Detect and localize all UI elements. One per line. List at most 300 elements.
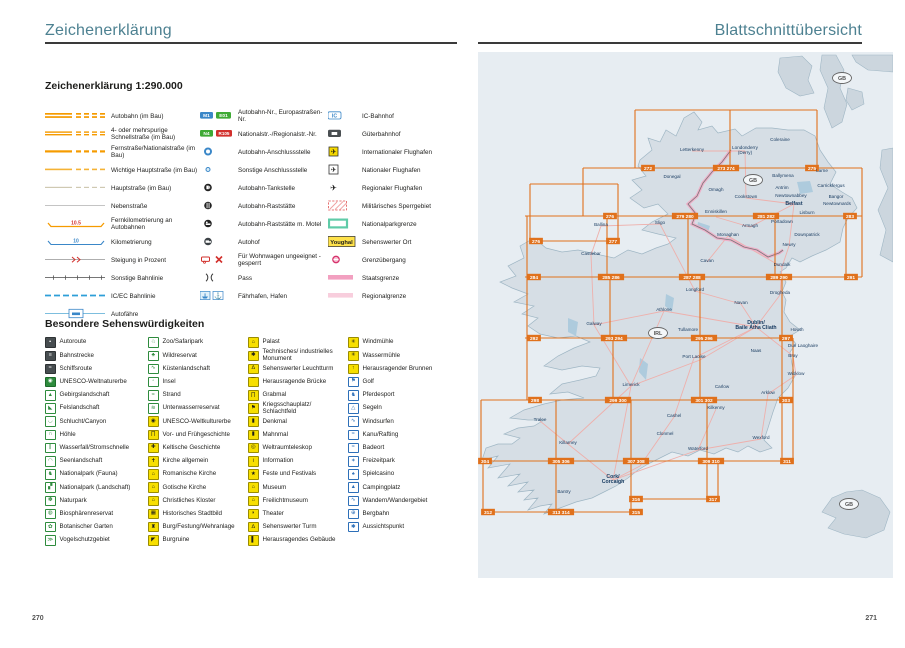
svg-text:291: 291 <box>846 275 856 281</box>
sight-legend-item <box>45 362 145 375</box>
legend-item <box>45 288 203 306</box>
secondary-main-road-symbol <box>45 182 107 193</box>
sight-item-label: Denkmal <box>262 417 287 425</box>
sight-item-label: Keltische Geschichte <box>162 443 221 451</box>
svg-text:299 300: 299 300 <box>609 398 627 404</box>
sight-legend-item <box>248 455 346 468</box>
sheet-number-badge <box>527 335 541 342</box>
romanesque-church-icon: ⌂ <box>148 469 159 480</box>
sight-legend-item <box>45 336 145 349</box>
sight-legend-item <box>148 481 246 494</box>
legend-item <box>45 108 203 126</box>
sheet-number-badge <box>478 458 492 465</box>
autobahn-construction-symbol <box>45 110 107 121</box>
sight-item-label: Felslandschaft <box>59 404 100 412</box>
sheet-number-badge <box>672 213 698 220</box>
sight-item-label: Wassermühle <box>362 351 401 359</box>
sight-legend-item <box>148 468 246 481</box>
city-label: Cavan <box>700 258 714 263</box>
city-label: Enniskillen <box>705 209 727 214</box>
pass-symbol <box>200 272 234 283</box>
city-label: Limerick <box>622 382 640 387</box>
legend-item-label: Wichtige Hauptstraße (im Bau) <box>111 166 198 174</box>
tomb-icon: ∏ <box>248 390 259 401</box>
city-label: Naas <box>750 348 762 353</box>
seaside-resort-icon: ≈ <box>348 443 359 454</box>
waterfall-icon: ∥ <box>45 443 56 454</box>
legend-item <box>45 162 203 180</box>
bridge-icon: ⌒ <box>248 377 259 388</box>
legend-item-label: Regionalgrenze <box>362 292 407 300</box>
casino-icon: ♠ <box>348 469 359 480</box>
svg-text:292: 292 <box>529 336 539 342</box>
svg-text:293 294: 293 294 <box>605 336 623 342</box>
sight-item-label: Küstenlandschaft <box>162 364 210 372</box>
motorway-junction-symbol <box>200 146 234 157</box>
city-label: Londonderry (Derry) <box>732 145 758 155</box>
other-railway-symbol <box>45 272 107 283</box>
legend-item <box>200 270 328 288</box>
sight-legend-item <box>348 389 458 402</box>
viewpoint-icon: ✱ <box>348 522 359 533</box>
sight-item-label: Höhle <box>59 430 76 438</box>
sight-legend-item <box>148 428 246 441</box>
sight-item-label: Herausragender Brunnen <box>362 364 433 372</box>
sight-legend-item <box>148 494 246 507</box>
sight-legend-item <box>248 415 346 428</box>
sight-legend-item <box>148 455 246 468</box>
sheet-number-badge <box>779 397 793 404</box>
city-label: Bangor <box>828 194 844 199</box>
svg-text:IRL: IRL <box>653 331 663 337</box>
national-road-construction-symbol <box>45 146 107 157</box>
legend-item <box>200 108 328 126</box>
sight-item-label: Windmühle <box>362 338 394 346</box>
svg-text:295 296: 295 296 <box>695 336 713 342</box>
legend-item <box>200 144 328 162</box>
ic-station-symbol <box>328 110 358 121</box>
zoo-safari-icon: ♘ <box>148 337 159 348</box>
legend-item-label: Nationaler Flughafen <box>362 166 421 174</box>
svg-text:285 286: 285 286 <box>602 275 620 281</box>
sight-item-label: Freilichtmuseum <box>262 496 308 504</box>
legend-item-label: Internationaler Flughafen <box>362 148 433 156</box>
svg-text:307 308: 307 308 <box>627 459 645 465</box>
legend-column-services <box>200 108 328 306</box>
military-area-symbol <box>328 200 358 211</box>
legend-item-label: Sonstige Bahnlinie <box>111 274 164 282</box>
caravan-restricted-symbol <box>200 254 234 265</box>
sight-item-label: Nationalpark (Fauna) <box>59 470 118 478</box>
svg-text:313 314: 313 314 <box>552 510 570 516</box>
sight-legend-item <box>148 389 246 402</box>
sight-item-label: Freizeitpark <box>362 457 395 465</box>
legend-item <box>328 162 458 180</box>
sight-item-label: Palast <box>262 338 280 346</box>
svg-text:275: 275 <box>807 166 817 172</box>
country-oval-label <box>649 328 668 339</box>
celtic-history-icon: ✚ <box>148 443 159 454</box>
sheet-number-badge <box>529 238 543 245</box>
svg-text:283: 283 <box>845 214 855 220</box>
legend-item-label: Autobahn-Raststätte m. Motel <box>238 220 322 228</box>
sight-legend-item <box>248 428 346 441</box>
country-oval-label <box>840 499 859 510</box>
city-label: Howth <box>790 327 804 332</box>
castle-fortress-icon: ♜ <box>148 522 159 533</box>
sight-legend-item <box>348 455 458 468</box>
sheet-number-badge <box>481 509 495 516</box>
legend-item-label: Militärisches Sperrgebiet <box>362 202 431 210</box>
city-label: Galway <box>586 321 602 326</box>
motorway-fuel-symbol <box>200 182 234 193</box>
space-telescope-icon: ◎ <box>248 443 259 454</box>
wildlife-reserve-icon: ♣ <box>148 351 159 362</box>
palace-icon: ⌂ <box>248 337 259 348</box>
sheet-number-badge <box>528 397 542 404</box>
sheet-number-badge <box>698 458 724 465</box>
legend-item <box>328 252 458 270</box>
sight-item-label: Historisches Stadtbild <box>162 509 222 517</box>
svg-text:GB: GB <box>748 178 758 184</box>
sheet-number-badge <box>780 458 794 465</box>
city-label: Arklow <box>761 390 775 395</box>
legend-item-label: Nationalparkgrenze <box>362 220 417 228</box>
sheet-number-badge <box>843 213 857 220</box>
canoe-rafting-icon: ≈ <box>348 430 359 441</box>
sheet-number-badge <box>606 238 620 245</box>
sight-item-label: Autoroute <box>59 338 87 346</box>
sight-item-label: UNESCO-Weltkulturerbe <box>162 417 231 425</box>
sailing-icon: △ <box>348 403 359 414</box>
sheet-number-badge <box>598 274 624 281</box>
sight-item-label: Vogelschutzgebiet <box>59 536 110 544</box>
sheet-number-badge <box>527 274 541 281</box>
sight-legend-item <box>45 534 145 547</box>
sight-legend-item <box>45 507 145 520</box>
sight-legend-item <box>148 442 246 455</box>
sight-legend-item <box>348 362 458 375</box>
svg-text:276: 276 <box>531 239 541 245</box>
sight-item-label: Badeort <box>362 443 385 451</box>
legend-item <box>200 162 328 180</box>
sight-legend-item <box>348 415 458 428</box>
sight-legend-item <box>248 521 346 534</box>
sight-item-label: Botanischer Garten <box>59 523 113 531</box>
legend-item <box>45 252 203 270</box>
sight-legend-item <box>248 336 346 349</box>
legend-item-label: Grenzübergang <box>362 256 406 264</box>
sight-item-label: Spielcasino <box>362 470 395 478</box>
sight-legend-item <box>45 402 145 415</box>
beach-icon: ≈ <box>148 390 159 401</box>
sight-legend-item <box>248 468 346 481</box>
sheet-number-badge <box>641 165 655 172</box>
icec-railway-symbol <box>45 290 107 301</box>
legend-item <box>45 216 203 234</box>
legend-item-label: Kilometrierung <box>111 238 152 246</box>
international-airport-symbol <box>328 146 358 157</box>
city-label: Cookstown <box>734 194 758 199</box>
svg-text:317: 317 <box>708 497 718 503</box>
svg-text:N4: N4 <box>203 132 210 137</box>
sight-item-label: Schlucht/Canyon <box>59 417 107 425</box>
sight-item-label: UNESCO-Weltnaturerbe <box>59 378 127 385</box>
sight-item-label: Seenlandschaft <box>59 457 103 465</box>
car-route-icon: ▪ <box>45 337 56 348</box>
city-label: Wicklow <box>787 371 805 376</box>
sheet-number-badge <box>629 509 643 516</box>
sight-item-label: Windsurfen <box>362 417 394 425</box>
christian-monastery-icon: ⌂ <box>148 496 159 507</box>
botanic-garden-icon: ✿ <box>45 522 56 533</box>
hiking-area-icon: ∿ <box>348 496 359 507</box>
sight-item-label: Strand <box>162 391 181 399</box>
page-number-left: 270 <box>32 615 44 622</box>
country-oval-label <box>833 73 852 84</box>
cave-icon: ∩ <box>45 430 56 441</box>
legend-item-label: Regionaler Flughafen <box>362 184 423 192</box>
theater-icon: ◗ <box>248 509 259 520</box>
svg-text:272: 272 <box>643 166 653 172</box>
biosphere-reserve-icon: ◍ <box>45 509 56 520</box>
sight-item-label: Museum <box>262 483 287 491</box>
information-icon: i <box>248 456 259 467</box>
right-header-rule <box>478 42 862 44</box>
city-label: Donegal <box>663 174 681 179</box>
sight-legend-item <box>45 376 145 389</box>
legend-item-label: Fährhafen, Hafen <box>238 292 288 300</box>
city-label: Dundalk <box>773 262 791 267</box>
sight-item-label: Christliches Kloster <box>162 496 216 504</box>
sights-title: Besondere Sehenswürdigkeiten <box>45 318 205 330</box>
legend-item-label: Hauptstraße (im Bau) <box>111 184 172 192</box>
legend-item-label: Staatsgrenze <box>362 274 400 282</box>
sight-legend-item <box>348 481 458 494</box>
sheet-number-badge <box>691 397 717 404</box>
festival-icon: ★ <box>248 469 259 480</box>
sheet-number-badge <box>548 458 574 465</box>
sight-legend-item <box>248 389 346 402</box>
sight-legend-item <box>148 507 246 520</box>
sight-legend-item <box>248 494 346 507</box>
svg-text:311: 311 <box>783 459 791 465</box>
sight-item-label: Biosphärenreservat <box>59 509 114 517</box>
national-park-fauna-icon: ♞ <box>45 469 56 480</box>
sheet-number-badge <box>766 274 792 281</box>
rail-route-icon: ≡ <box>45 351 56 362</box>
outstanding-building-icon: ▌ <box>248 535 259 546</box>
sight-town-symbol <box>328 236 358 247</box>
sights-column-2 <box>148 336 246 547</box>
sight-item-label: Romanische Kirche <box>162 470 217 478</box>
sights-column-1 <box>45 336 145 547</box>
sight-legend-item <box>45 349 145 362</box>
sight-item-label: Kriegsschauplatz/ Schlachtfeld <box>262 401 312 415</box>
sight-legend-item <box>45 521 145 534</box>
legend-item-label: Autofähre <box>111 310 139 318</box>
monument-icon: ▮ <box>248 416 259 427</box>
sight-legend-item <box>348 521 458 534</box>
sight-item-label: Burgruine <box>162 536 190 544</box>
sheet-number-badge <box>605 397 631 404</box>
legend-item-label: Fernkilometrierung an Autobahnen <box>111 217 173 231</box>
city-label: Killarney <box>559 440 577 445</box>
svg-text:301 302: 301 302 <box>695 398 713 404</box>
sight-item-label: Insel <box>162 378 176 385</box>
city-label: Bray <box>788 353 798 358</box>
golf-icon: ⚑ <box>348 377 359 388</box>
sight-legend-item <box>148 402 246 415</box>
sheet-number-badge <box>601 335 627 342</box>
sight-legend-item <box>148 521 246 534</box>
legend-column-roads <box>45 108 203 324</box>
city-label: Monaghan <box>717 232 739 237</box>
city-label: Port Laoise <box>682 354 706 359</box>
svg-text:284: 284 <box>529 275 539 281</box>
sight-item-label: Kirche allgemein <box>162 457 209 465</box>
castle-ruin-icon: ◤ <box>148 535 159 546</box>
legend-item-label: Autobahn-Raststätte <box>238 202 296 210</box>
sight-legend-item <box>45 494 145 507</box>
sight-item-label: Bahnstrecke <box>59 351 94 359</box>
svg-text:R105: R105 <box>218 131 230 136</box>
sight-item-label: Campingplatz <box>362 483 401 491</box>
sight-legend-item <box>148 415 246 428</box>
svg-text:10.5: 10.5 <box>71 220 81 227</box>
legend-item <box>328 198 458 216</box>
sight-legend-item <box>348 442 458 455</box>
city-label: Omagh <box>708 187 724 192</box>
windmill-icon: ✳ <box>348 337 359 348</box>
legend-item <box>328 234 458 252</box>
city-label: Ballymena <box>772 173 794 178</box>
svg-text:287 288: 287 288 <box>683 275 701 281</box>
sight-legend-item <box>45 442 145 455</box>
coastal-landscape-icon: ∿ <box>148 364 159 375</box>
left-page-title: Zeichenerklärung <box>45 22 172 39</box>
city-label: Portadown <box>771 219 793 224</box>
memorial-icon: ▮ <box>248 430 259 441</box>
unesco-nature-icon: ◉ <box>45 377 56 388</box>
legend-item <box>45 180 203 198</box>
sight-item-label: Wildreservat <box>162 351 197 359</box>
city-label: Waterford <box>688 446 708 451</box>
national-regional-number-badges <box>200 128 234 139</box>
regional-airport-symbol <box>328 182 358 193</box>
city-label: Castlebar <box>581 251 601 256</box>
city-label: Larne <box>816 168 828 173</box>
underwater-reserve-icon: ≋ <box>148 403 159 414</box>
sight-legend-item <box>45 468 145 481</box>
legend-title: Zeichenerklärung 1:290.000 <box>45 80 183 92</box>
sight-legend-item <box>348 507 458 520</box>
legend-item <box>200 126 328 144</box>
minor-road-symbol <box>45 200 107 211</box>
legend-item <box>45 270 203 288</box>
right-page-title: Blattschnittübersicht <box>714 22 862 39</box>
sight-item-label: Aussichtspunkt <box>362 523 405 531</box>
sight-item-label: Kanu/Rafting <box>362 430 399 438</box>
legend-item <box>45 144 203 162</box>
city-label: Longford <box>685 287 705 292</box>
legend-item <box>200 252 328 270</box>
motorway-kilometrage-symbol <box>45 218 107 229</box>
mountain-railway-icon: ⊕ <box>348 509 359 520</box>
lake-landscape-icon: ◠ <box>45 456 56 467</box>
fountain-icon: ↑ <box>348 364 359 375</box>
sight-item-label: Herausragende Brücke <box>262 378 327 385</box>
city-label: Newtownards <box>823 201 851 206</box>
sheet-number-badge <box>779 335 793 342</box>
legend-item-label: Autobahn-Nr., Europastraßen-Nr. <box>238 109 323 123</box>
legend-item-label: IC-Bahnhof <box>362 112 394 120</box>
svg-text:298: 298 <box>530 398 540 404</box>
svg-text:✈: ✈ <box>330 167 337 175</box>
national-park-landscape-icon: ▞ <box>45 482 56 493</box>
state-border-symbol <box>328 272 358 283</box>
gradient-symbol <box>45 254 107 265</box>
regional-border-symbol <box>328 290 358 301</box>
country-oval-label <box>744 175 763 186</box>
city-label: Cashel <box>666 413 682 418</box>
left-header-rule <box>45 42 457 44</box>
city-label: Letterkenny <box>679 147 705 152</box>
gothic-church-icon: ⌂ <box>148 482 159 493</box>
city-label: Wexford <box>752 435 770 440</box>
sight-item-label: Mahnmal <box>262 430 288 438</box>
island-icon: ◦ <box>148 377 159 388</box>
svg-text:316: 316 <box>631 497 641 503</box>
sight-item-label: Wasserfall/Stromschnelle <box>59 443 130 451</box>
nature-park-icon: ✽ <box>45 496 56 507</box>
sight-legend-item <box>248 442 346 455</box>
sights-column-4 <box>348 336 458 534</box>
bird-sanctuary-icon: ≫ <box>45 535 56 546</box>
sight-item-label: Zoo/Safaripark <box>162 338 204 346</box>
sight-legend-item <box>248 534 346 547</box>
sight-legend-item <box>45 389 145 402</box>
sight-legend-item <box>348 336 458 349</box>
lighthouse-icon: ∆ <box>248 364 259 375</box>
sight-legend-item <box>45 415 145 428</box>
sheet-number-badge <box>603 213 617 220</box>
sheet-number-badge <box>623 458 649 465</box>
sight-item-label: Weltraumteleskop <box>262 443 312 451</box>
battlefield-icon: ⚑ <box>248 403 259 414</box>
sight-legend-item <box>348 494 458 507</box>
legend-item-label: Sonstige Anschlussstelle <box>238 166 308 174</box>
campsite-icon: ▲ <box>348 482 359 493</box>
sight-item-label: Vor- und Frühgeschichte <box>162 430 230 438</box>
city-label: Kilkenny <box>707 405 725 410</box>
svg-text:⚓: ⚓ <box>214 293 222 300</box>
sight-item-label: Bergbahn <box>362 509 390 517</box>
svg-text:✈: ✈ <box>330 183 337 193</box>
sight-item-label: Golf <box>362 378 374 385</box>
sight-legend-item <box>148 349 246 362</box>
city-label: Carlow <box>714 384 730 389</box>
svg-text:289 290: 289 290 <box>770 275 788 281</box>
svg-text:297: 297 <box>781 336 791 342</box>
windsurfing-icon: ∿ <box>348 416 359 427</box>
sight-item-label: Gotische Kirche <box>162 483 207 491</box>
city-label: Drogheda <box>769 290 791 295</box>
city-label: Dun Laoghaire <box>787 343 819 348</box>
city-label: Downpatrick <box>794 232 820 237</box>
city-label: Belfast <box>785 201 803 207</box>
sheet-number-badge <box>713 165 739 172</box>
